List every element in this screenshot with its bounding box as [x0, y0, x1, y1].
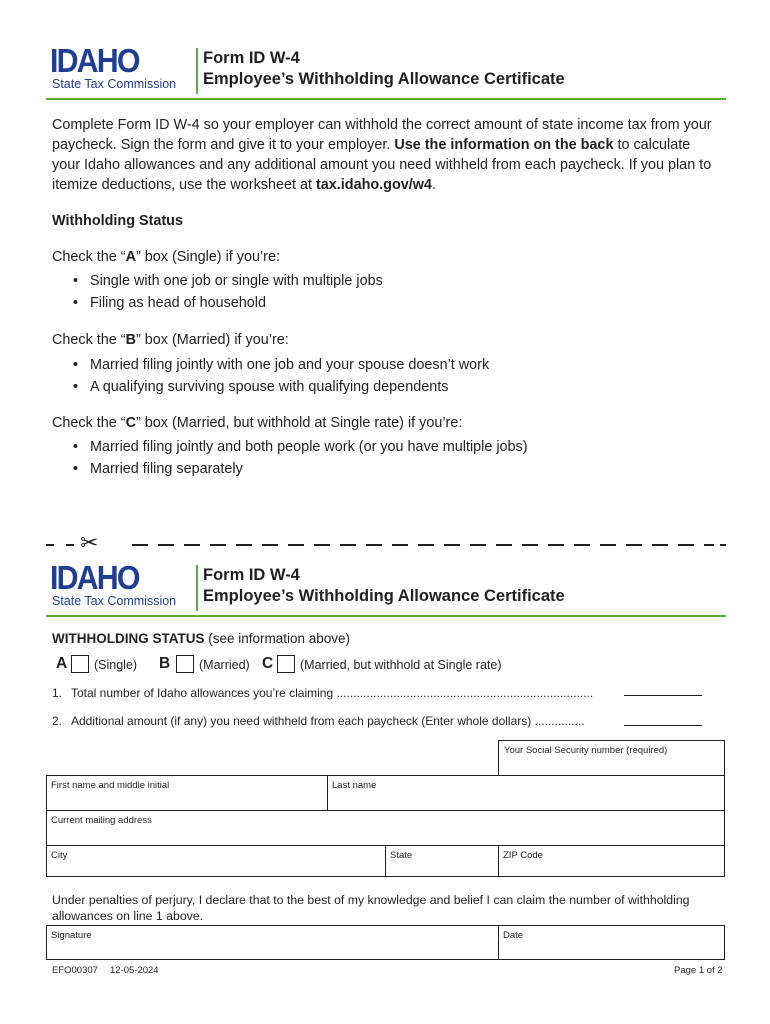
signature-field[interactable]: [47, 926, 498, 959]
option-a-instruction: Check the “A” box (Single) if you’re:: [52, 249, 280, 265]
dash: [704, 544, 714, 546]
dash: [548, 544, 564, 546]
dash: [626, 544, 642, 546]
dash: [522, 544, 538, 546]
header-rule: [46, 615, 726, 617]
additional-amount-input[interactable]: [624, 725, 702, 726]
checkbox-single[interactable]: [71, 655, 89, 673]
choice-b-label: (Married): [199, 658, 250, 672]
perjury-statement: Under penalties of perjury, I declare that to the best of my knowledge and belief I can claim the number of withholding allowances on line 1 above.: [52, 893, 690, 923]
dash: [678, 544, 694, 546]
header-rule: [46, 98, 726, 100]
withholding-status-label: WITHHOLDING STATUS (see information above): [52, 631, 351, 646]
dash: [574, 544, 590, 546]
intro-paragraph: [52, 115, 720, 195]
top-header: [46, 42, 726, 96]
city-field[interactable]: [47, 846, 385, 876]
line-2-additional-amount: 2. Additional amount (if any) you need withheld from each paycheck (Enter whole dollars) ...............: [52, 714, 585, 728]
option-b-instruction: Check the “B” box (Married) if you’re:: [52, 332, 289, 348]
signature-label: Signature: [51, 930, 92, 941]
choice-c-label: (Married, but withhold at Single rate): [300, 658, 502, 672]
zip-field[interactable]: [499, 846, 724, 876]
dash: [366, 544, 382, 546]
logo-word: IDAHO: [50, 559, 139, 596]
intro-text-bold: Use the information on the back: [394, 137, 614, 153]
last-name-label: Last name: [332, 780, 377, 791]
list-item: • Married filing jointly with one job and your spouse doesn’t work: [73, 357, 490, 373]
state-label: State: [390, 850, 413, 861]
date-field[interactable]: [499, 926, 724, 959]
dash: [652, 544, 668, 546]
intro-text-2: to calculate your Idaho allowances and any additional amount you need withheld from each paycheck. If you plan to itemize deductions, use the worksheet at: [52, 137, 712, 193]
first-name-field[interactable]: [47, 776, 327, 810]
dash: [262, 544, 278, 546]
logo-subtitle: State Tax Commission: [52, 594, 177, 608]
cut-line: [46, 530, 726, 555]
list-item: • Married filing separately: [73, 461, 243, 477]
choice-c-letter: C: [262, 655, 274, 672]
dash: [470, 544, 486, 546]
form-id: Form ID W-4: [203, 49, 300, 67]
first-name-label: First name and middle initial: [51, 780, 170, 791]
city-label: City: [51, 850, 68, 861]
list-item: • Single with one job or single with multiple jobs: [73, 273, 383, 289]
dash: [720, 544, 726, 546]
list-item: • Married filing jointly and both people work (or you have multiple jobs): [73, 439, 528, 455]
last-name-field[interactable]: [328, 776, 724, 810]
revision-date: 12-05-2024: [110, 965, 159, 976]
state-field[interactable]: [386, 846, 498, 876]
date-label: Date: [503, 930, 524, 941]
website-link[interactable]: tax.idaho.gov/w4: [315, 177, 432, 193]
logo-subtitle: State Tax Commission: [52, 77, 177, 91]
option-c-instruction: Check the “C” box (Married, but withhold at Single rate) if you’re:: [52, 415, 463, 431]
ssn-field[interactable]: [498, 740, 725, 776]
mailing-address-field[interactable]: [47, 811, 724, 845]
dash: [392, 544, 408, 546]
dash: [496, 544, 512, 546]
form-id: Form ID W-4: [203, 566, 300, 584]
form-title: Employee’s Withholding Allowance Certificate: [203, 70, 565, 88]
ssn-label: Your Social Security number (required): [504, 745, 668, 756]
dash: [600, 544, 616, 546]
dash: [210, 544, 226, 546]
header-divider: [196, 48, 198, 94]
list-item: • Filing as head of household: [73, 295, 267, 311]
allowances-input[interactable]: [624, 695, 702, 696]
dash: [184, 544, 200, 546]
dash: [314, 544, 330, 546]
header-divider: [196, 565, 198, 611]
intro-text-1: Complete Form ID W-4 so your employer can withhold the correct amount of state income tax from your paycheck. Sign the form and give it to your employer.: [52, 117, 712, 153]
dash: [66, 544, 74, 546]
form-title: Employee’s Withholding Allowance Certificate: [203, 587, 565, 605]
choice-a-label: (Single): [94, 658, 138, 672]
dash: [132, 544, 148, 546]
dash: [288, 544, 304, 546]
form-code: EFO00307: [52, 965, 98, 976]
page-number: Page 1 of 2: [674, 965, 723, 976]
zip-label: ZIP Code: [503, 850, 543, 861]
dash: [418, 544, 434, 546]
withholding-status-heading: Withholding Status: [52, 213, 183, 229]
logo-word: IDAHO: [50, 42, 139, 79]
choice-b-letter: B: [159, 655, 171, 672]
address-label: Current mailing address: [51, 815, 152, 826]
dash: [444, 544, 460, 546]
choice-a-letter: A: [56, 655, 68, 672]
checkbox-married-single-rate[interactable]: [277, 655, 295, 673]
dash: [340, 544, 356, 546]
scissors-icon: ✂: [80, 530, 99, 555]
form-header: [46, 559, 726, 613]
list-item: • A qualifying surviving spouse with qualifying dependents: [73, 379, 449, 395]
intro-text-3: .: [431, 177, 436, 193]
dash: [158, 544, 174, 546]
idaho-tax-logo: [46, 559, 194, 613]
dash: [236, 544, 252, 546]
checkbox-married[interactable]: [176, 655, 194, 673]
dash: [46, 544, 54, 546]
idaho-tax-logo: [46, 42, 194, 96]
line-1-allowances: 1. Total number of Idaho allowances you’re claiming .............................................................................: [52, 686, 594, 700]
